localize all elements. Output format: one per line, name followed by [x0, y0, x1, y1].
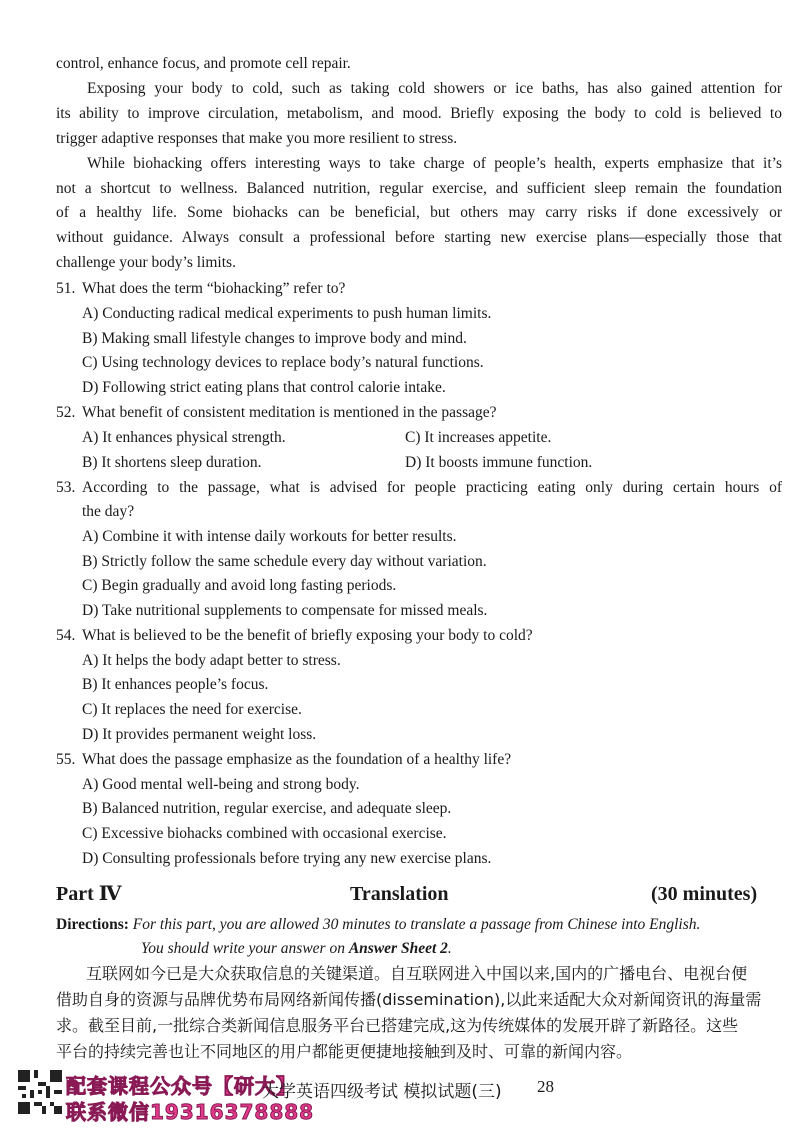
passage-line-1: control, enhance focus, and promote cell repair.	[56, 55, 351, 72]
part-label: Part Ⅳ	[56, 883, 122, 905]
option-d: D) Take nutritional supplements to compensate for missed meals.	[82, 602, 488, 619]
promo-watermark-line-2: 联系微信19316378888	[66, 1100, 315, 1124]
option-b: B) Balanced nutrition, regular exercise, and adequate sleep.	[82, 800, 452, 817]
qr-code-icon	[18, 1070, 62, 1114]
translation-line-4: 平台的持续完善也让不同地区的用户都能更便捷地接触到及时、可靠的新闻内容。	[56, 1042, 633, 1061]
passage-line-8: without guidance. Always consult a professional before starting new exercise plans—especially those that	[56, 229, 782, 246]
option-b: B) It enhances people’s focus.	[82, 676, 269, 693]
passage-line-7: of a healthy life. Some biohacks can be beneficial, but others may carry risks if done excessively or	[56, 204, 782, 221]
option-c: C) Excessive biohacks combined with occasional exercise.	[82, 825, 447, 842]
question-number: 52.	[56, 404, 76, 421]
question-number: 53.	[56, 479, 76, 496]
answer-sheet-name: Answer Sheet 2	[348, 940, 448, 957]
question-number: 54.	[56, 627, 76, 644]
option-c: C) Using technology devices to replace body’s natural functions.	[82, 354, 484, 371]
question-stem: What benefit of consistent meditation is mentioned in the passage?	[82, 404, 497, 421]
question-number: 51.	[56, 280, 76, 297]
option-a: A) Conducting radical medical experiments to push human limits.	[82, 305, 492, 322]
passage-line-2: Exposing your body to cold, such as taking cold showers or ice baths, has also gained attention for	[87, 80, 782, 97]
passage-line-9: challenge your body’s limits.	[56, 254, 236, 271]
option-c: C) It increases appetite.	[405, 429, 552, 446]
question-number: 55.	[56, 751, 76, 768]
option-d: D) It provides permanent weight loss.	[82, 726, 317, 743]
option-d: D) Following strict eating plans that control calorie intake.	[82, 379, 446, 396]
directions-text-1: For this part, you are allowed 30 minutes to translate a passage from Chinese into English.	[132, 916, 701, 933]
question-stem: What does the passage emphasize as the foundation of a healthy life?	[82, 751, 512, 768]
page-number: 28	[537, 1077, 554, 1096]
option-b: B) Strictly follow the same schedule every day without variation.	[82, 553, 487, 570]
option-c: C) It replaces the need for exercise.	[82, 701, 302, 718]
question-stem-continued: the day?	[82, 503, 135, 520]
option-c: C) Begin gradually and avoid long fasting periods.	[82, 577, 397, 594]
footer-title: 大学英语四级考试 模拟试题(三)	[262, 1082, 502, 1102]
translation-line-3: 求。截至目前,一批综合类新闻信息服务平台已搭建完成,这为传统媒体的发展开辟了新路径。这些	[56, 1016, 739, 1035]
passage-line-3: its ability to improve circulation, metabolism, and mood. Briefly exposing the body to cold is believed to	[56, 105, 782, 122]
question-stem: What does the term “biohacking” refer to?	[82, 280, 346, 297]
option-a: A) It helps the body adapt better to stress.	[82, 652, 341, 669]
option-d: D) It boosts immune function.	[405, 454, 593, 471]
option-d: D) Consulting professionals before trying any new exercise plans.	[82, 850, 492, 867]
directions	[56, 913, 782, 961]
promo-watermark-line-1: 配套课程公众号【研大】	[66, 1074, 297, 1098]
passage-line-6: not a shortcut to wellness. Balanced nutrition, regular exercise, and sufficient sleep remain the foundation	[56, 180, 782, 197]
question-stem: What is believed to be the benefit of briefly exposing your body to cold?	[82, 627, 533, 644]
option-a: A) It enhances physical strength.	[82, 429, 286, 446]
directions-text-2-end: .	[447, 940, 452, 957]
passage-line-4: trigger adaptive responses that make you more resilient to stress.	[56, 130, 458, 147]
passage-line-5: While biohacking offers interesting ways to take charge of people’s health, experts emphasize that it’s	[87, 155, 782, 172]
question-stem: According to the passage, what is advised for people practicing eating only during certain hours of	[82, 479, 782, 496]
directions-text-2: You should write your answer on	[141, 940, 349, 957]
option-a: A) Combine it with intense daily workouts for better results.	[82, 528, 457, 545]
part-title: Translation	[350, 883, 449, 905]
option-b: B) Making small lifestyle changes to improve body and mind.	[82, 330, 467, 347]
translation-line-1: 互联网如今已是大众获取信息的关键渠道。自互联网进入中国以来,国内的广播电台、电视台便	[86, 964, 748, 983]
translation-line-2: 借助自身的资源与品牌优势布局网络新闻传播(dissemination),以此来适配大众对新闻资讯的海量需	[56, 990, 762, 1009]
directions-label: Directions:	[56, 916, 129, 933]
option-b: B) It shortens sleep duration.	[82, 454, 262, 471]
part-time: (30 minutes)	[651, 883, 758, 905]
option-a: A) Good mental well-being and strong body.	[82, 776, 360, 793]
